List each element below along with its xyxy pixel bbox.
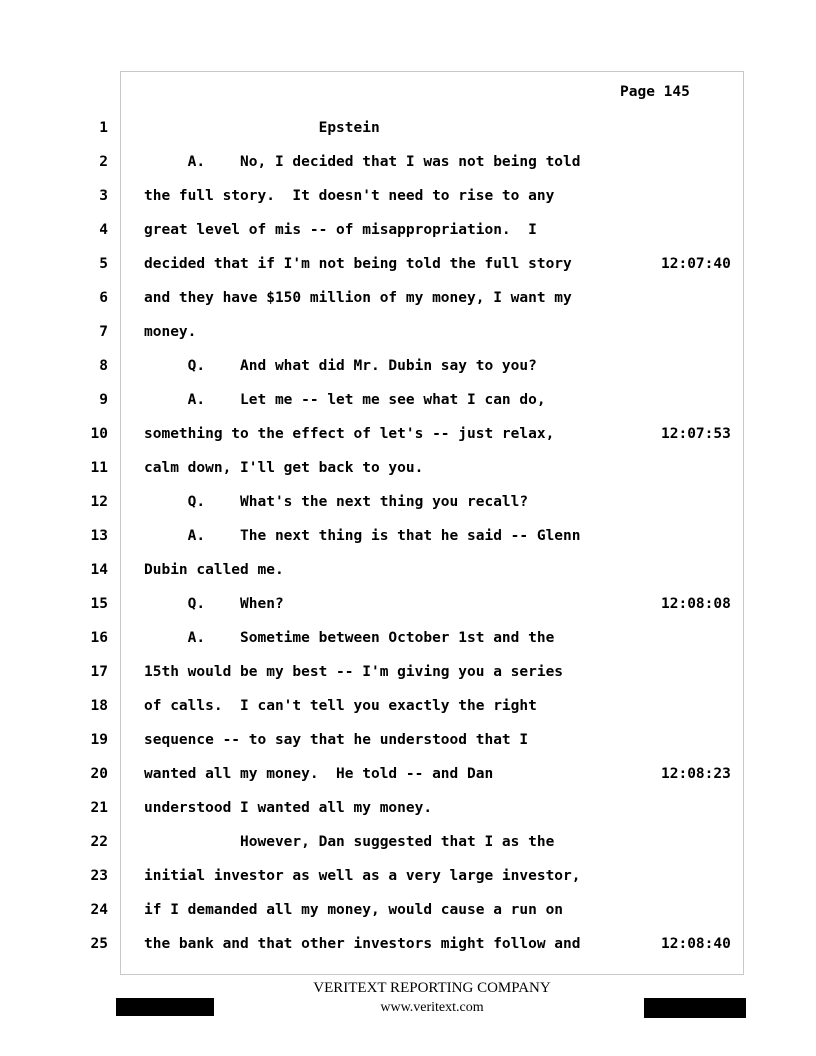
line-text: something to the effect of let's -- just relax,	[144, 426, 555, 442]
line-text: Q. When?	[144, 596, 284, 612]
line-text: A. Let me -- let me see what I can do,	[144, 392, 546, 408]
transcript-line	[0, 834, 816, 856]
line-text: the full story. It doesn't need to rise to any	[144, 188, 555, 204]
footer-company-name: VERITEXT REPORTING COMPANY	[313, 980, 551, 996]
transcript-line	[0, 664, 816, 686]
transcript-line	[0, 256, 816, 278]
line-number: 19	[90, 732, 108, 748]
line-text: decided that if I'm not being told the full story	[144, 256, 572, 272]
transcript-line	[0, 596, 816, 618]
transcript-line	[0, 120, 816, 142]
timestamp: 12:08:23	[661, 766, 731, 782]
footer-website: www.veritext.com	[380, 1000, 484, 1015]
line-number: 11	[90, 460, 108, 476]
transcript-line	[0, 732, 816, 754]
line-text: sequence -- to say that he understood that I	[144, 732, 529, 748]
line-number: 6	[99, 290, 108, 306]
line-text: understood I wanted all my money.	[144, 800, 433, 816]
line-number: 10	[90, 426, 108, 442]
timestamp: 12:08:08	[661, 596, 731, 612]
transcript-line	[0, 868, 816, 890]
line-number: 1	[99, 120, 108, 136]
line-text: Q. And what did Mr. Dubin say to you?	[144, 358, 537, 374]
line-text: A. Sometime between October 1st and the	[144, 630, 555, 646]
line-number: 7	[99, 324, 108, 340]
line-number: 13	[90, 528, 108, 544]
line-text: A. The next thing is that he said -- Glenn	[144, 528, 581, 544]
line-text: of calls. I can't tell you exactly the right	[144, 698, 537, 714]
line-text: and they have $150 million of my money, I want my	[144, 290, 572, 306]
line-number: 3	[99, 188, 108, 204]
line-text: calm down, I'll get back to you.	[144, 460, 424, 476]
line-text: wanted all my money. He told -- and Dan	[144, 766, 494, 782]
line-text: Epstein	[144, 120, 380, 136]
line-text: 15th would be my best -- I'm giving you a series	[144, 664, 564, 680]
transcript-line	[0, 528, 816, 550]
line-number: 12	[90, 494, 108, 510]
line-text: However, Dan suggested that I as the	[144, 834, 555, 850]
transcript-line	[0, 222, 816, 244]
page-number: Page 145	[620, 84, 690, 100]
transcript-line	[0, 358, 816, 380]
line-text: A. No, I decided that I was not being told	[144, 154, 581, 170]
line-number: 18	[90, 698, 108, 714]
transcript-line	[0, 766, 816, 788]
line-number: 22	[90, 834, 108, 850]
line-text: the bank and that other investors might follow and	[144, 936, 581, 952]
line-number: 16	[90, 630, 108, 646]
redaction-box-left	[116, 998, 214, 1016]
transcript-line	[0, 460, 816, 482]
line-number: 8	[99, 358, 108, 374]
line-number: 25	[90, 936, 108, 952]
transcript-line	[0, 426, 816, 448]
line-text: great level of mis -- of misappropriation. I	[144, 222, 537, 238]
transcript-line	[0, 630, 816, 652]
line-number: 15	[90, 596, 108, 612]
line-number: 24	[90, 902, 108, 918]
transcript-line	[0, 800, 816, 822]
transcript-line	[0, 324, 816, 346]
transcript-line	[0, 290, 816, 312]
transcript-line	[0, 902, 816, 924]
redaction-box-right	[644, 998, 746, 1018]
line-text: initial investor as well as a very large investor,	[144, 868, 581, 884]
transcript-line	[0, 154, 816, 176]
transcript-line	[0, 698, 816, 720]
line-number: 5	[99, 256, 108, 272]
transcript-line	[0, 936, 816, 958]
line-text: if I demanded all my money, would cause a run on	[144, 902, 564, 918]
timestamp: 12:07:40	[661, 256, 731, 272]
line-number: 20	[90, 766, 108, 782]
line-text: Q. What's the next thing you recall?	[144, 494, 529, 510]
transcript-line	[0, 494, 816, 516]
line-number: 4	[99, 222, 108, 238]
line-text: money.	[144, 324, 197, 340]
line-number: 2	[99, 154, 108, 170]
timestamp: 12:07:53	[661, 426, 731, 442]
line-number: 14	[90, 562, 108, 578]
transcript-line	[0, 562, 816, 584]
timestamp: 12:08:40	[661, 936, 731, 952]
transcript-line	[0, 188, 816, 210]
line-number: 21	[90, 800, 108, 816]
line-number: 23	[90, 868, 108, 884]
line-number: 17	[90, 664, 108, 680]
line-text: Dubin called me.	[144, 562, 284, 578]
line-number: 9	[99, 392, 108, 408]
transcript-line	[0, 392, 816, 414]
